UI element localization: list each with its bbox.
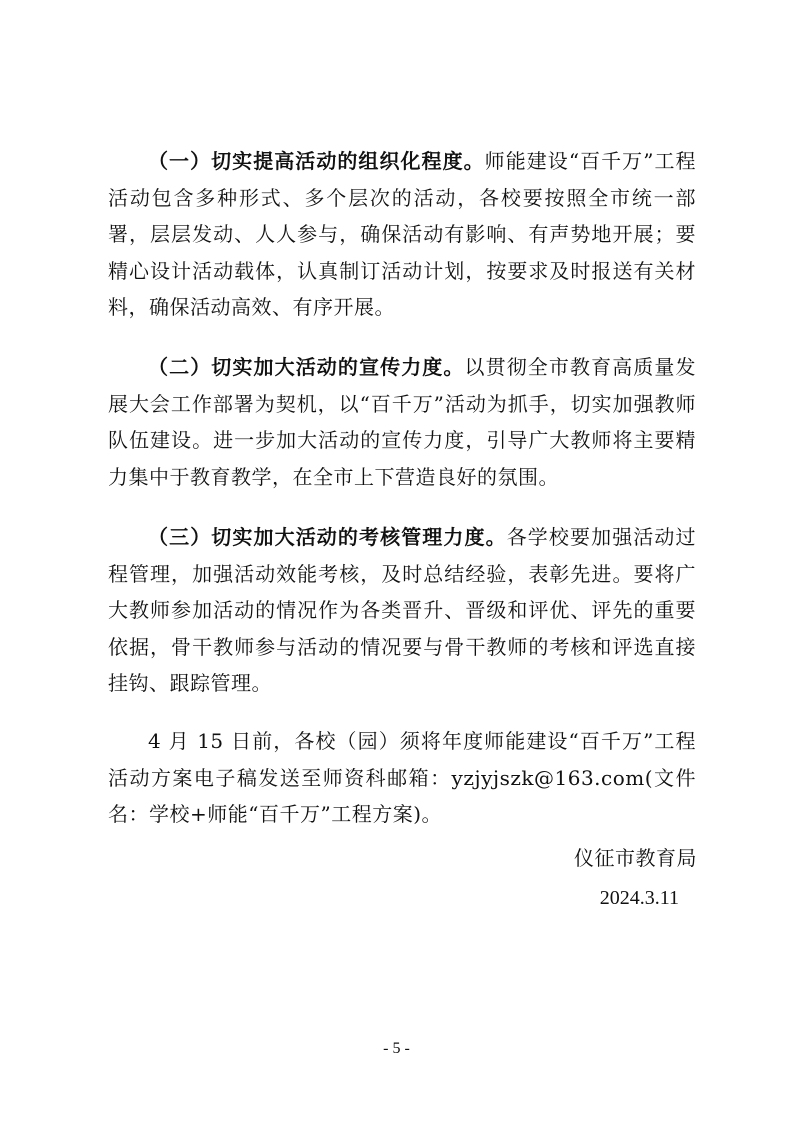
issuer-signature: 仪征市教育局 xyxy=(574,846,697,870)
paragraph-2-body: 以贯彻全市教育高质量发展大会工作部署为契机，以“百千万”活动为抓手，切实加强教师队伍建设。进一步加大活动的宣传力度，引导广大教师将主要精力集中于教育教学，在全市上下营造良好的氛围。 xyxy=(108,355,696,489)
issue-date: 2024.3.11 xyxy=(599,887,679,909)
paragraph-2 xyxy=(108,349,696,495)
paragraph-3 xyxy=(108,519,696,702)
paragraph-1 xyxy=(108,143,696,326)
paragraph-1-body: 师能建设“百千万”工程活动包含多种形式、多个层次的活动，各校要按照全市统一部署，层层发动、人人参与，确保活动有影响、有声势地开展；要精心设计活动载体，认真制订活动计划，按要求及时报送有关材料，确保活动高效、有序开展。 xyxy=(108,149,697,319)
paragraph-3-heading: （三）切实加大活动的考核管理力度。 xyxy=(148,525,507,549)
paragraph-3-body: 各学校要加强活动过程管理，加强活动效能考核，及时总结经验，表彰先进。要将广大教师参加活动的情况作为各类晋升、晋级和评优、评先的重要依据，骨干教师参与活动的情况要与骨干教师的考核和评选直接挂钩、跟踪管理。 xyxy=(108,525,697,695)
page-number: - 5 - xyxy=(383,1040,410,1057)
paragraph-1-heading: （一）切实提高活动的组织化程度。 xyxy=(148,149,485,173)
paragraph-2-heading: （二）切实加大活动的宣传力度。 xyxy=(148,355,465,379)
submission-notice: 4 月 15 日前，各校（园）须将年度师能建设“百千万”工程活动方案电子稿发送至师资科邮箱：yzjyjszk@163.com(文件名：学校+师能“百千万”工程方案)。 xyxy=(108,729,696,826)
